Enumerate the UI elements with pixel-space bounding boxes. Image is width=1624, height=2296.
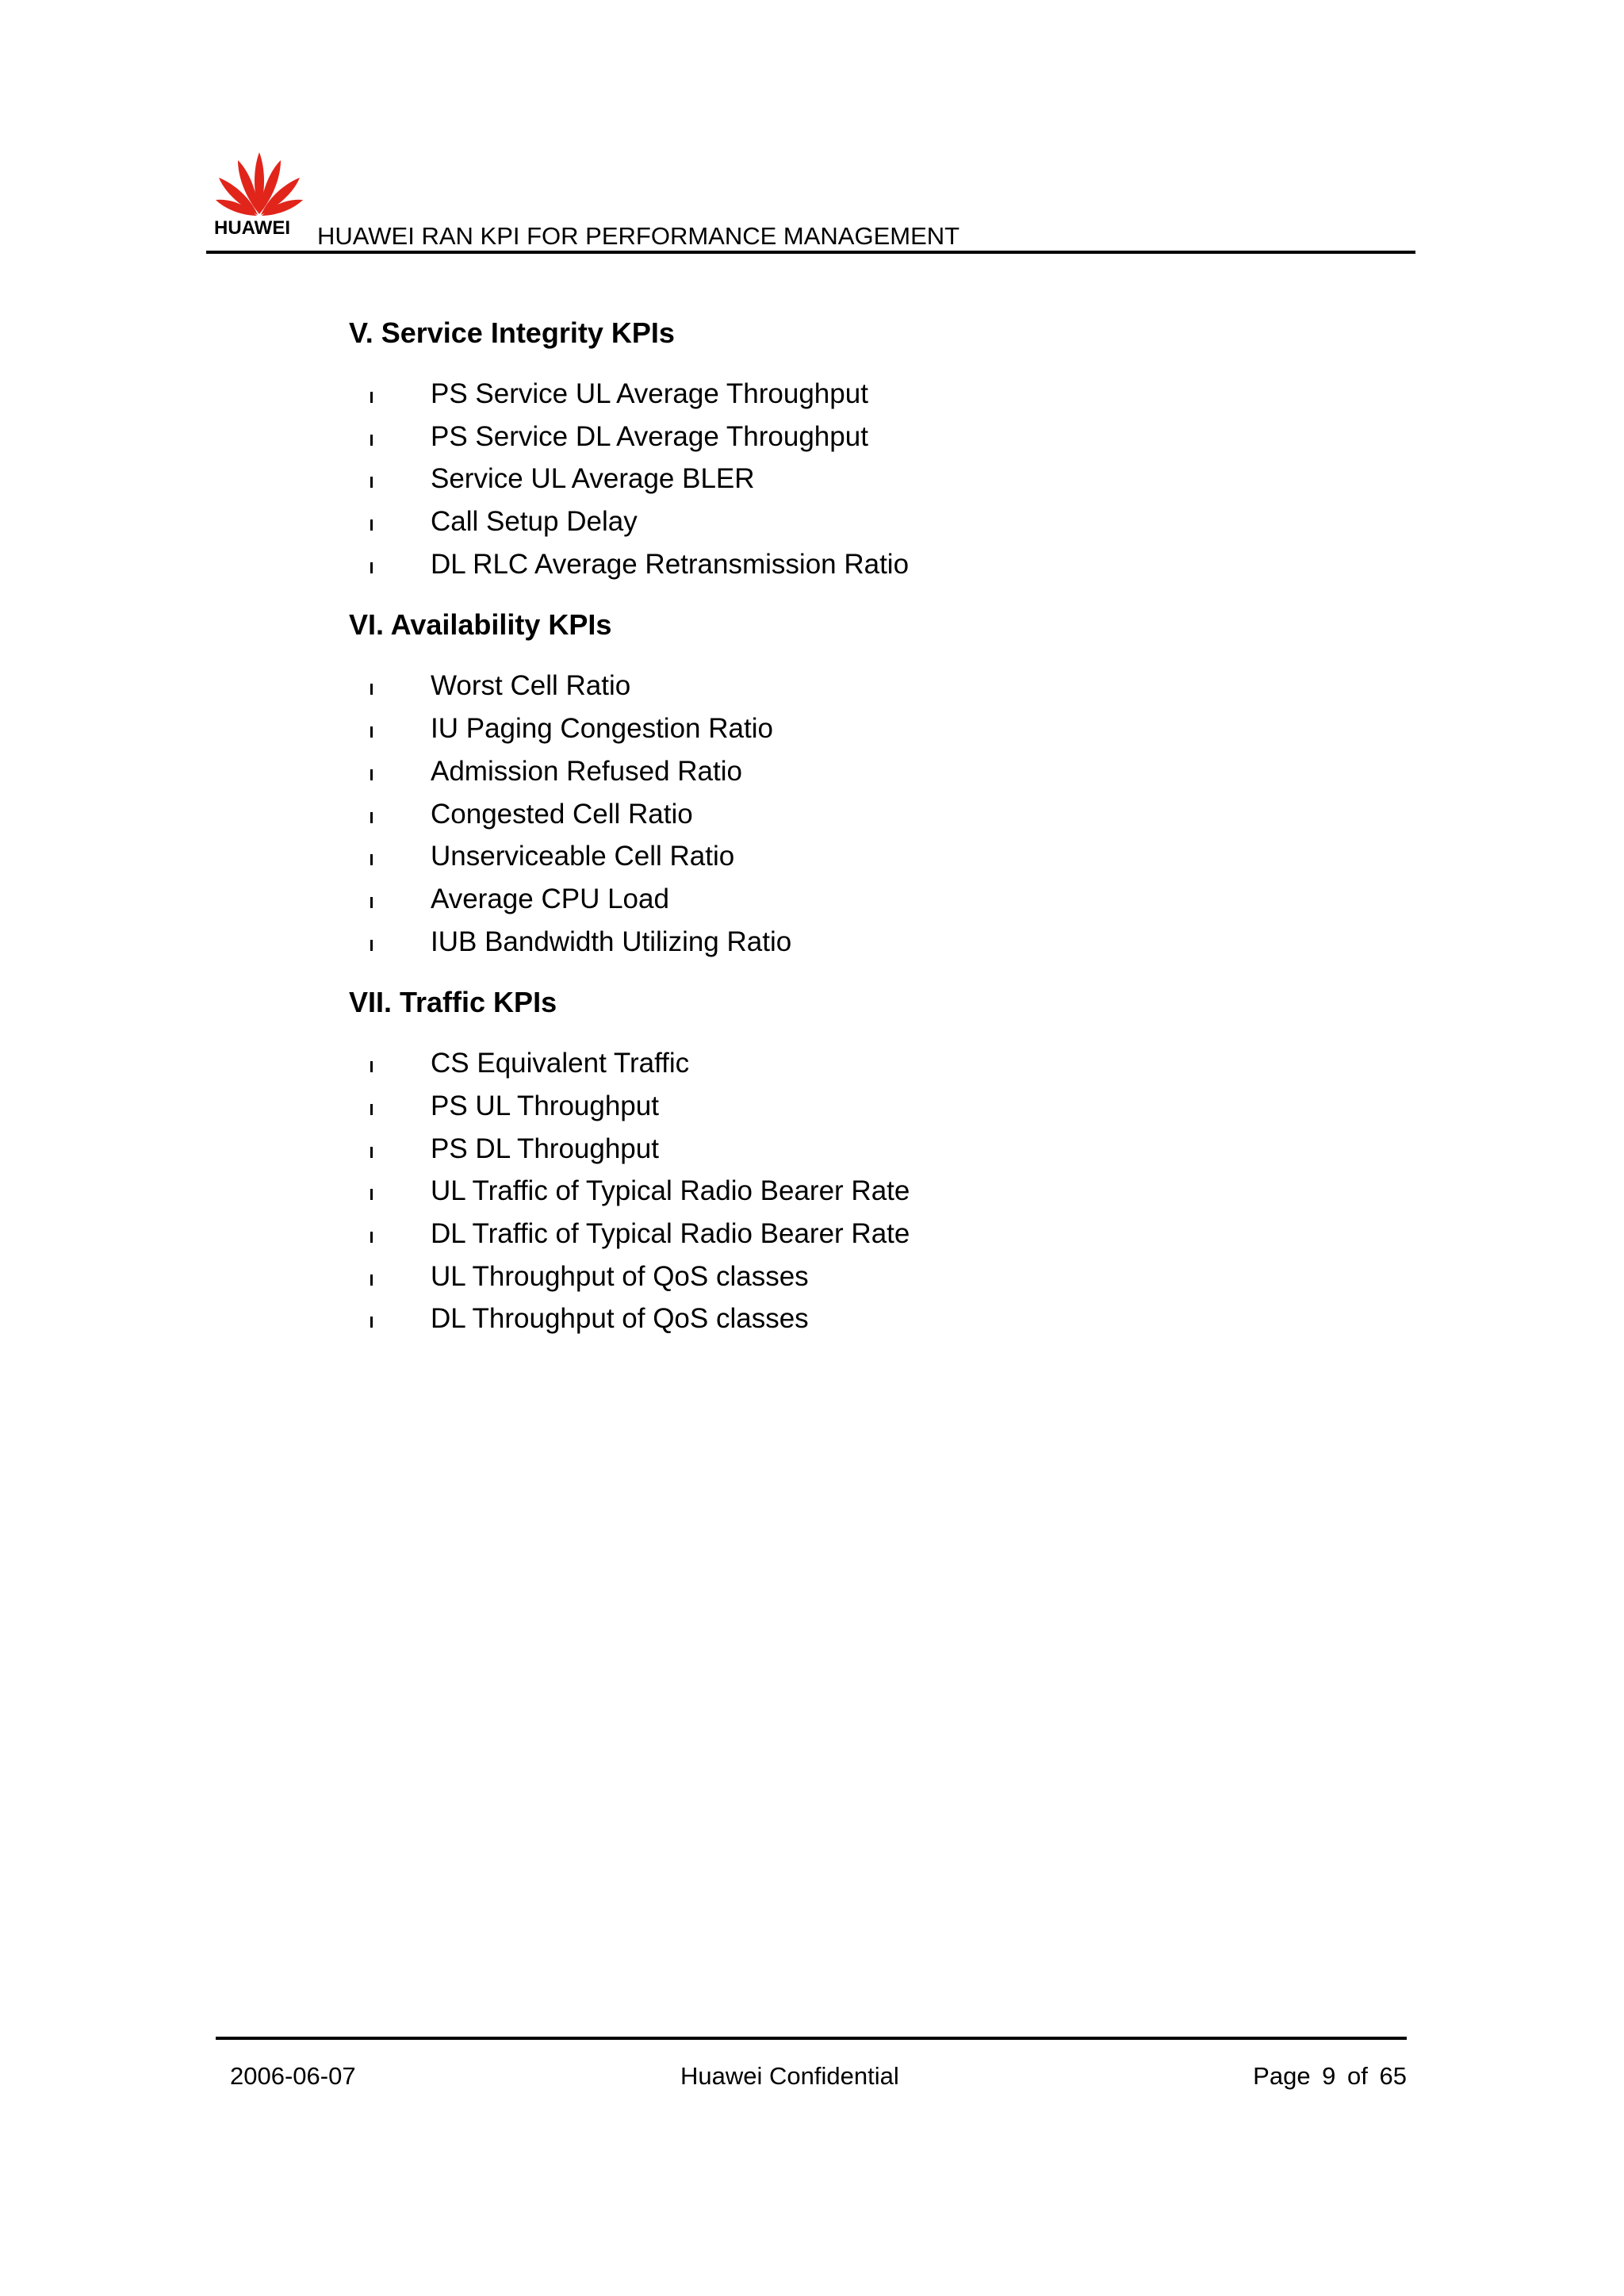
bullet-icon <box>370 1317 373 1328</box>
bullet-icon <box>370 1232 373 1243</box>
bullet-icon <box>370 940 373 951</box>
header-divider <box>206 251 1415 254</box>
bullet-icon <box>370 812 373 823</box>
list-item <box>349 1255 1300 1298</box>
kpi-label: Worst Cell Ratio <box>431 670 631 702</box>
footer-page-number: Page 9 of 65 <box>1253 2062 1407 2090</box>
bullet-icon <box>370 1147 373 1158</box>
list-item <box>349 1170 1300 1213</box>
list-item <box>349 793 1300 836</box>
kpi-label: UL Throughput of QoS classes <box>431 1260 809 1292</box>
kpi-label: Congested Cell Ratio <box>431 798 693 830</box>
footer-date: 2006-06-07 <box>230 2062 356 2090</box>
kpi-label: Unserviceable Cell Ratio <box>431 841 735 872</box>
list-item <box>349 373 1300 416</box>
section-availability <box>349 606 1300 963</box>
page-header <box>206 148 1415 254</box>
huawei-flower-icon <box>214 148 305 219</box>
section-heading: V. Service Integrity KPIs <box>349 316 675 349</box>
list-item <box>349 500 1300 543</box>
bullet-icon <box>370 392 373 403</box>
list-item <box>349 707 1300 750</box>
bullet-icon <box>370 435 373 446</box>
bullet-icon <box>370 726 373 738</box>
bullet-icon <box>370 1061 373 1072</box>
kpi-list <box>349 665 1300 963</box>
bullet-icon <box>370 897 373 908</box>
kpi-label: PS Service DL Average Throughput <box>431 420 868 452</box>
bullet-icon <box>370 684 373 695</box>
bullet-icon <box>370 854 373 865</box>
list-item <box>349 750 1300 793</box>
section-heading: VII. Traffic KPIs <box>349 986 557 1019</box>
footer-confidential-label: Huawei Confidential <box>680 2062 899 2090</box>
kpi-label: Average CPU Load <box>431 883 669 914</box>
kpi-label: PS UL Throughput <box>431 1090 659 1121</box>
kpi-label: DL RLC Average Retransmission Ratio <box>431 548 910 580</box>
footer-divider <box>216 2037 1407 2040</box>
kpi-list <box>349 1042 1300 1340</box>
kpi-label: IUB Bandwidth Utilizing Ratio <box>431 926 792 957</box>
list-item <box>349 458 1300 500</box>
section-service-integrity <box>349 314 1300 585</box>
section-traffic <box>349 983 1300 1340</box>
bullet-icon <box>370 477 373 488</box>
list-item <box>349 878 1300 921</box>
bullet-icon <box>370 769 373 780</box>
bullet-icon <box>370 1189 373 1200</box>
list-item <box>349 1128 1300 1171</box>
huawei-logo <box>214 148 305 239</box>
kpi-label: UL Traffic of Typical Radio Bearer Rate <box>431 1175 910 1207</box>
kpi-label: DL Traffic of Typical Radio Bearer Rate <box>431 1218 910 1249</box>
list-item <box>349 543 1300 586</box>
kpi-label: Service UL Average BLER <box>431 463 755 495</box>
kpi-label: IU Paging Congestion Ratio <box>431 713 773 745</box>
list-item <box>349 416 1300 458</box>
list-item <box>349 921 1300 964</box>
section-heading: VI. Availability KPIs <box>349 608 612 642</box>
list-item <box>349 1297 1300 1340</box>
kpi-label: Admission Refused Ratio <box>431 755 742 787</box>
list-item <box>349 835 1300 878</box>
kpi-label: DL Throughput of QoS classes <box>431 1303 809 1335</box>
bullet-icon <box>370 1274 373 1286</box>
bullet-icon <box>370 519 373 531</box>
kpi-label: Call Setup Delay <box>431 506 638 538</box>
list-item <box>349 665 1300 707</box>
list-item <box>349 1085 1300 1128</box>
document-title: HUAWEI RAN KPI FOR PERFORMANCE MANAGEMENT <box>317 222 960 250</box>
kpi-label: PS Service UL Average Throughput <box>431 378 868 409</box>
bullet-icon <box>370 562 373 573</box>
logo-wordmark: HUAWEI <box>214 217 290 239</box>
bullet-icon <box>370 1104 373 1115</box>
list-item <box>349 1213 1300 1255</box>
kpi-label: PS DL Throughput <box>431 1133 659 1164</box>
kpi-list <box>349 373 1300 585</box>
kpi-label: CS Equivalent Traffic <box>431 1048 690 1079</box>
list-item <box>349 1042 1300 1085</box>
page-content <box>349 314 1300 1361</box>
